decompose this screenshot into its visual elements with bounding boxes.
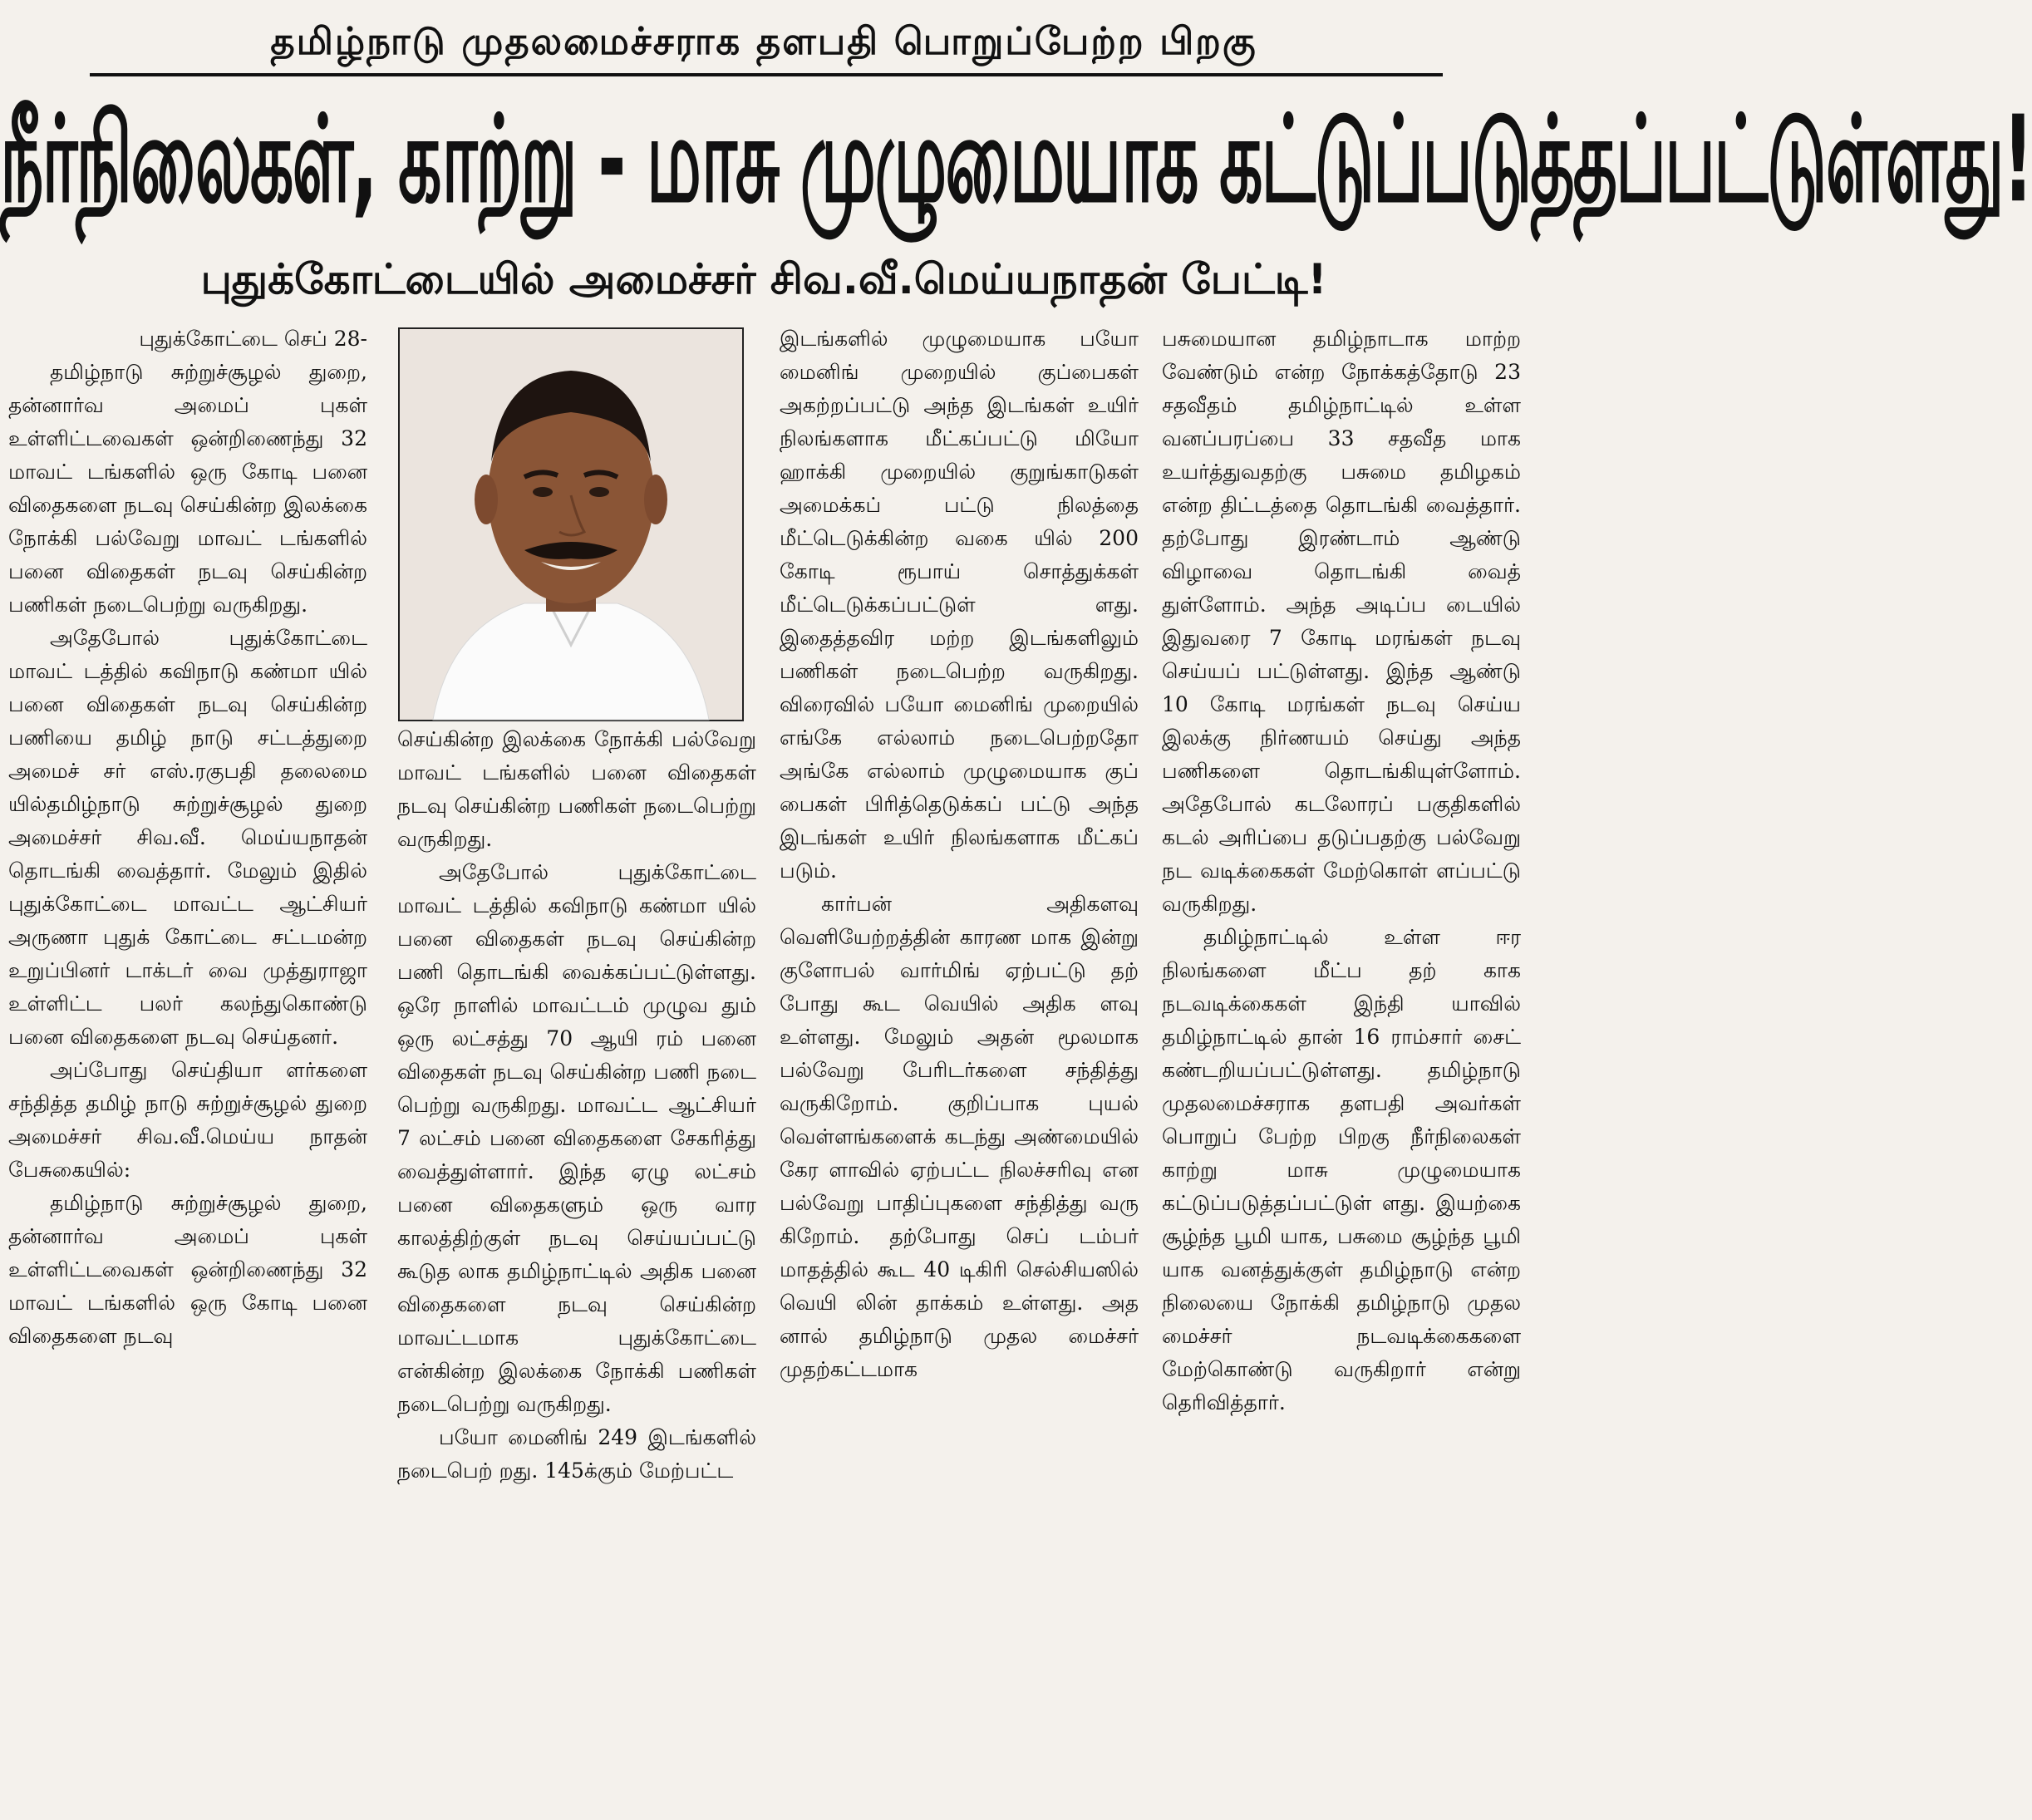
paragraph: பயோ மைனிங் 249 இடங்களில் நடைபெற் றது. 145க்கும் மேற்பட்ட [397, 1425, 756, 1483]
paragraph: இடங்களில் முழுமையாக பயோ மைனிங் முறையில் குப்பைகள் அகற்றப்பட்டு அந்த இடங்கள் உயிர் நிலங்களாக மீட்கப்பட்டு மியோ ஹாக்கி முறையில் குறுங்காடுகள் அமைக்கப் பட்டு நிலத்தை மீட்டெடுக்கின்ற வகை யில் 200 கோடி ரூபாய் சொத்துக்கள் மீட்டெடுக்கப்பட்டுள் ளது. இதைத்தவிர மற்ற இடங்களிலும் பணிகள் நடைபெற்ற வருகிறது. விரைவில் பயோ மைனிங் முறையில் எங்கே எல்லாம் நடைபெற்றதோ அங்கே எல்லாம் முழுமையாக குப் பைகள் பிரித்தெடுக்கப் பட்டு அந்த இடங்கள் உயிர் நிலங்களாக மீட்கப் படும். [780, 327, 1139, 883]
article-column-3 [780, 322, 1139, 1818]
paragraph: தமிழ்நாடு சுற்றுச்சூழல் துறை, தன்னார்வ அமைப் புகள் உள்ளிட்டவைகள் ஒன்றிணைந்து 32 மாவட் டங்களில் ஒரு கோடி பனை விதைகளை நடவு [8, 1191, 367, 1348]
article-column-4 [1162, 322, 1521, 1818]
paragraph: அப்போது செய்தியா ளர்களை சந்தித்த தமிழ் நாடு சுற்றுச்சூழல் துறை அமைச்சர் சிவ.வீ.மெய்ய நாதன் பேசுகையில்: [8, 1058, 367, 1182]
article-column-1 [8, 322, 367, 1818]
main-headline [0, 86, 2032, 236]
main-headline-text: நீர்நிலைகள், காற்று - மாசு முழுமையாக கட்டுப்படுத்தப்பட்டுள்ளது! [0, 91, 2032, 230]
paragraph: கார்பன் அதிகளவு வெளியேற்றத்தின் காரண மாக இன்று குளோபல் வார்மிங் ஏற்பட்டு தற் போது கூட வெயில் அதிக ளவு உள்ளது. மேலும் அதன் மூலமாக பல்வேறு பேரிடர்களை சந்தித்து வருகிறோம். குறிப்பாக புயல் வெள்ளங்களைக் கடந்து அண்மையில் கேர ளாவில் ஏற்பட்ட நிலச்சரிவு என பல்வேறு பாதிப்புகளை சந்தித்து வரு கிறோம். தற்போது செப் டம்பர் மாதத்தில் கூட 40 டிகிரி செல்சியஸில் வெயி லின் தாக்கம் உள்ளது. அத னால் தமிழ்நாடு முதல மைச்சர் முதற்கட்டமாக [780, 892, 1139, 1381]
paragraph: செய்கின்ற இலக்கை நோக்கி பல்வேறு மாவட் டங்களில் பனை விதைகள் நடவு செய்கின்ற பணிகள் நடைபெற்று வருகிறது. [397, 727, 756, 851]
paragraph: தமிழ்நாடு சுற்றுச்சூழல் துறை, தன்னார்வ அமைப் புகள் உள்ளிட்டவைகள் ஒன்றிணைந்து 32 மாவட் டங்களில் ஒரு கோடி பனை விதைகளை நடவு செய்கின்ற இலக்கை நோக்கி பல்வேறு மாவட் டங்களில் பனை விதைகள் நடவு செய்கின்ற பணிகள் நடைபெற்று வருகிறது. [8, 360, 367, 617]
subheadline: புதுக்கோட்டையில் அமைச்சர் சிவ.வீ.மெய்யநாதன் பேட்டி! [200, 255, 1327, 303]
paragraph: அதேபோல் புதுக்கோட்டை மாவட் டத்தில் கவிநாடு கண்மா யில் பனை விதைகள் நடவு செய்கின்ற பணியை தமிழ் நாடு சட்டத்துறை அமைச் சர் எஸ்.ரகுபதி தலைமை யில்தமிழ்நாடு சுற்றுச்சூழல் துறை அமைச்சர் சிவ.வீ. மெய்யநாதன் தொடங்கி வைத்தார். மேலும் இதில் புதுக்கோட்டை மாவட்ட ஆட்சியர் அருணா புதுக் கோட்டை சட்டமன்ற உறுப்பினர் டாக்டர் வை முத்துராஜா உள்ளிட்ட பலர் கலந்துகொண்டு பனை விதைகளை நடவு செய்தனர். [8, 626, 367, 1049]
dateline: புதுக்கோட்டை செப் 28- [139, 327, 367, 351]
article-column-2 [397, 723, 756, 1818]
portrait-illustration [400, 329, 742, 720]
paragraph: தமிழ்நாட்டில் உள்ள ஈர நிலங்களை மீட்ப தற் காக நடவடிக்கைகள் இந்தி யாவில் தமிழ்நாட்டில் தான் 16 ராம்சார் சைட் கண்டறியப்பட்டுள்ளது. தமிழ்நாடு முதலமைச்சராக தளபதி அவர்கள் பொறுப் பேற்ற பிறகு நீர்நிலைகள் காற்று மாசு முழுமையாக கட்டுப்படுத்தப்பட்டுள் ளது. இயற்கை சூழ்ந்த பூமி யாக, பசுமை சூழ்ந்த பூமி யாக வனத்துக்குள் தமிழ்நாடு என்ற நிலையை நோக்கி தமிழ்நாடு முதல மைச்சர் நடவடிக்கைகளை மேற்கொண்டு வருகிறார் என்று தெரிவித்தார். [1162, 925, 1521, 1414]
paragraph: அதேபோல் புதுக்கோட்டை மாவட் டத்தில் கவிநாடு கண்மா யில் பனை விதைகள் நடவு செய்கின்ற பணி தொடங்கி வைக்கப்பட்டுள்ளது. ஒரே நாளில் மாவட்டம் முழுவ தும் ஒரு லட்சத்து 70 ஆயி ரம் பனை விதைகள் நடவு செய்கின்ற பணி நடை பெற்று வருகிறது. மாவட்ட ஆட்சியர் 7 லட்சம் பனை விதைகளை சேகரித்து வைத்துள்ளார். இந்த ஏழு லட்சம் பனை விதைகளும் ஒரு வார காலத்திற்குள் நடவு செய்யப்பட்டு கூடுத லாக தமிழ்நாட்டில் அதிக பனை விதைகளை நடவு செய்கின்ற மாவட்டமாக புதுக்கோட்டை என்கின்ற இலக்கை நோக்கி பணிகள் நடைபெற்று வருகிறது. [397, 860, 756, 1416]
minister-photo [398, 327, 744, 721]
paragraph: பசுமையான தமிழ்நாடாக மாற்ற வேண்டும் என்ற நோக்கத்தோடு 23 சதவீதம் தமிழ்நாட்டில் உள்ள வனப்பரப்பை 33 சதவீத மாக உயர்த்துவதற்கு பசுமை தமிழகம் என்ற திட்டத்தை தொடங்கி வைத்தார். தற்போது இரண்டாம் ஆண்டு விழாவை தொடங்கி வைத் துள்ளோம். அந்த அடிப்ப டையில் இதுவரை 7 கோடி மரங்கள் நடவு செய்யப் பட்டுள்ளது. இந்த ஆண்டு 10 கோடி மரங்கள் நடவு செய்ய இலக்கு நிர்ணயம் செய்து அந்த பணிகளை தொடங்கியுள்ளோம். அதேபோல் கடலோரப் பகுதிகளில் கடல் அரிப்பை தடுப்பதற்கு பல்வேறு நட வடிக்கைகள் மேற்கொள் ளப்பட்டு வருகிறது. [1162, 327, 1521, 916]
kicker-headline: தமிழ்நாடு முதலமைச்சராக தளபதி பொறுப்பேற்ற பிறகு [270, 19, 1257, 63]
